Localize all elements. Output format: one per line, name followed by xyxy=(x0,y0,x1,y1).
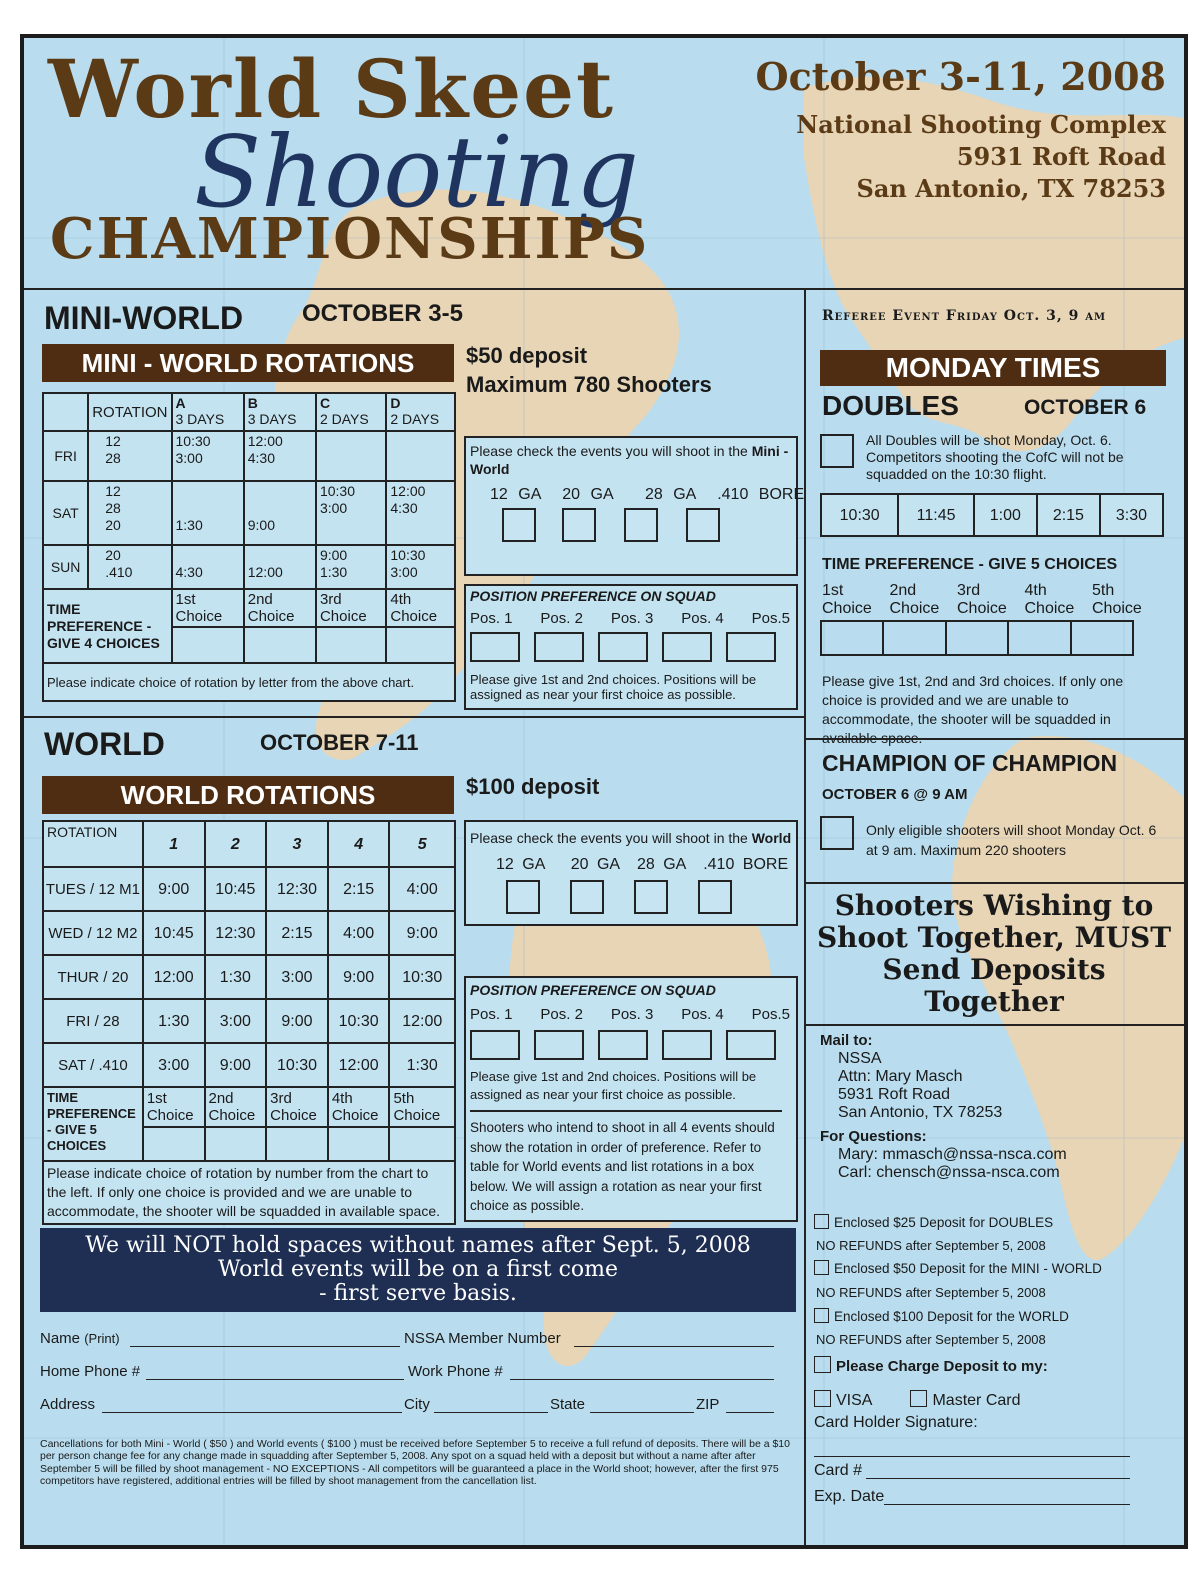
doubles-choice-table xyxy=(820,620,1134,656)
member-number-field[interactable] xyxy=(574,1346,774,1347)
refund-note: NO REFUNDS after September 5, 2008 xyxy=(816,1285,1046,1300)
table-row: SAT 12 28 20 1:30 9:00 10:30 3:00 12:00 4:30 xyxy=(43,481,455,545)
world-rotations-bar: WORLD ROTATIONS xyxy=(42,776,454,814)
venue-street: 5931 Roft Road xyxy=(956,142,1166,171)
time-option[interactable]: 2:15 xyxy=(1037,494,1100,536)
world-deposit: $100 deposit xyxy=(466,774,600,799)
state-field[interactable] xyxy=(590,1412,694,1413)
rotation-header: ROTATION xyxy=(88,393,171,431)
doubles-checkbox[interactable] xyxy=(820,434,854,468)
position-input[interactable] xyxy=(598,1030,648,1060)
zip-field[interactable] xyxy=(726,1412,774,1413)
choice-input[interactable] xyxy=(389,1127,455,1161)
choice-input[interactable] xyxy=(1008,621,1070,655)
divider xyxy=(804,288,806,1545)
mini-position-box: POSITION PREFERENCE ON SQUAD Pos. 1 Pos. 2 Pos. 3 Pos. 4 Pos.5 Please give 1st and 2nd choices. Positions will be assigned as near your first choice as possible. xyxy=(464,584,798,710)
mini-table-note: Please indicate choice of rotation by letter from the above chart. xyxy=(43,663,455,701)
visa-checkbox[interactable] xyxy=(814,1390,831,1407)
signature-field[interactable] xyxy=(814,1456,1130,1457)
col-d: D 2 DAYS xyxy=(386,393,455,431)
table-corner xyxy=(43,393,88,431)
shoot-together-note: Shooters Wishing to Shoot Together, MUST Send Deposits Together xyxy=(816,889,1172,1018)
charge-checkbox[interactable] xyxy=(814,1356,831,1373)
mini-events-box: Please check the events you will shoot in the Mini - World 12 GA 20 GA 28 GA .410 BORE xyxy=(464,436,798,576)
choice-input[interactable] xyxy=(328,1127,390,1161)
mini-deposit: $50 deposit xyxy=(466,343,588,368)
divider xyxy=(804,882,1184,884)
world-table-note: Please indicate choice of rotation by number from the chart to the left. If only one choice is provided and we are unable to accommodate, the shooter will be squadded in available space. xyxy=(43,1161,455,1224)
divider xyxy=(804,1024,1184,1026)
choice-input[interactable] xyxy=(946,621,1008,655)
choice-input[interactable] xyxy=(386,627,455,663)
title-championships: CHAMPIONSHIPS xyxy=(50,206,650,272)
col-a: A 3 DAYS xyxy=(172,393,244,431)
coc-title: CHAMPION OF CHAMPION xyxy=(822,750,1118,776)
doubles-times-table xyxy=(820,493,1164,537)
time-option[interactable]: 3:30 xyxy=(1100,494,1163,536)
city-field[interactable] xyxy=(434,1412,548,1413)
position-input[interactable] xyxy=(662,1030,712,1060)
address-label: Address xyxy=(40,1396,96,1413)
doubles-choice-note: Please give 1st, 2nd and 3rd choices. If only one choice is provided and we are unable to accommodate, the shooter will be squadded in available space. xyxy=(822,673,1124,746)
position-input[interactable] xyxy=(534,632,584,662)
mini-20ga-checkbox[interactable] xyxy=(562,508,596,542)
choice-input[interactable] xyxy=(883,621,945,655)
member-number-label: NSSA Member Number xyxy=(404,1330,561,1347)
table-row: FRI / 28 1:30 3:00 9:00 10:30 12:00 xyxy=(43,999,455,1043)
mastercard-checkbox[interactable] xyxy=(910,1390,927,1407)
choice-input[interactable] xyxy=(172,627,244,663)
event-dates: October 3-11, 2008 xyxy=(755,54,1166,99)
work-phone-label: Work Phone # xyxy=(408,1363,503,1380)
mailing-address: NSSA Attn: Mary Masch 5931 Roft Road San Antonio, TX 78253 xyxy=(838,1050,1003,1121)
monday-times-bar: MONDAY TIMES xyxy=(820,350,1166,386)
time-option[interactable]: 1:00 xyxy=(974,494,1037,536)
mini-rotation-table xyxy=(42,392,456,702)
enclosed-mini-checkbox[interactable] xyxy=(814,1260,829,1275)
enclosed-doubles-checkbox[interactable] xyxy=(814,1214,829,1229)
world-dates: OCTOBER 7-11 xyxy=(260,730,419,755)
choice-input[interactable] xyxy=(266,1127,328,1161)
world-rotation-table: ROTATION 1 2 3 4 5 TUES / 12 M1 9:00 10:45 12:30 2:15 4:00 WED / 12 M2 10:45 12:30 2:15 4:00 9:00 THUR / 20 12:00 1:30 3:00 9:00 10:30 FRI / 28 1:30 3:00 9:00 10:30 12:00 SAT / .410 3:00 9:00 10:30 12:00 1:30 TIME PREFERENCE - GIVE 5 CHOICES 1st Choice 2nd Choice 3rd Choice 4th Choice 5th Choice Please indicate choice of rotation by number from the chart to the left. If only one choice is provided and we are unable to accommodate, the shooter will be squadded in available space. xyxy=(42,820,456,1225)
world-20ga-checkbox[interactable] xyxy=(570,880,604,914)
title-world-skeet: World Skeet xyxy=(48,42,615,136)
choice-input[interactable] xyxy=(143,1127,205,1161)
exp-date-field[interactable] xyxy=(884,1504,1130,1505)
work-phone-field[interactable] xyxy=(510,1379,774,1380)
title-shooting: Shooting xyxy=(194,116,639,230)
table-row: WED / 12 M2 10:45 12:30 2:15 4:00 9:00 xyxy=(43,911,455,955)
world-28ga-checkbox[interactable] xyxy=(634,880,668,914)
mini-world-dates: OCTOBER 3-5 xyxy=(302,300,463,327)
card-type: VISA Master Card xyxy=(814,1390,1021,1410)
divider xyxy=(470,1110,782,1112)
choice-input[interactable] xyxy=(205,1127,267,1161)
time-option[interactable]: 11:45 xyxy=(898,494,973,536)
city-label: City xyxy=(404,1396,430,1413)
doubles-date: OCTOBER 6 xyxy=(1024,396,1147,419)
deadline-banner: We will NOT hold spaces without names after Sept. 5, 2008 World events will be on a first come - first serve basis. xyxy=(40,1228,796,1312)
table-row: THUR / 20 12:00 1:30 3:00 9:00 10:30 xyxy=(43,955,455,999)
divider xyxy=(804,738,1184,740)
referee-event: Referee Event Friday Oct. 3, 9 am xyxy=(822,308,1107,324)
divider xyxy=(24,288,1184,290)
col-c: C 2 DAYS xyxy=(316,393,386,431)
position-input[interactable] xyxy=(726,1030,776,1060)
zip-label: ZIP xyxy=(696,1396,720,1413)
position-input[interactable] xyxy=(470,1030,520,1060)
mail-to-label: Mail to: xyxy=(820,1032,873,1049)
world-position-box: POSITION PREFERENCE ON SQUAD Pos. 1 Pos. 2 Pos. 3 Pos. 4 Pos.5 Please give 1st and 2nd choices. Positions will be assigned as near your first choice as possible. Shooters who intend to shoot in all 4 events should show the rotation in order of preference. Refer to table for World events and list rotations in a box below. We will assign a rotation as near your first choice as possible. xyxy=(464,976,798,1222)
enclosed-world-checkbox[interactable] xyxy=(814,1308,829,1323)
doubles-heading: DOUBLES xyxy=(822,390,959,421)
coc-note: Only eligible shooters will shoot Monday Oct. 6 at 9 am. Maximum 220 shooters xyxy=(866,822,1157,858)
mini-28ga-checkbox[interactable] xyxy=(624,508,658,542)
mini-world-rotations-bar: MINI - WORLD ROTATIONS xyxy=(42,344,454,382)
venue-city: San Antonio, TX 78253 xyxy=(856,174,1166,203)
time-option[interactable]: 10:30 xyxy=(821,494,898,536)
position-note: Please give 1st and 2nd choices. Positions will be assigned as near your first choice as possible. xyxy=(470,1069,757,1102)
card-number-field[interactable] xyxy=(866,1478,1130,1479)
table-row: TIME PREFERENCE - GIVE 5 CHOICES 1st Choice 2nd Choice 3rd Choice 4th Choice 5th Choice xyxy=(43,1087,455,1127)
position-title: POSITION PREFERENCE ON SQUAD xyxy=(470,588,716,604)
table-row: SUN 20 .410 4:30 12:00 9:00 1:30 10:30 3:00 xyxy=(43,545,455,589)
choice-input[interactable] xyxy=(1071,621,1133,655)
venue-name: National Shooting Complex xyxy=(796,110,1166,139)
position-input[interactable] xyxy=(662,632,712,662)
choice-input[interactable] xyxy=(316,627,386,663)
position-input[interactable] xyxy=(726,632,776,662)
choice-input[interactable] xyxy=(821,621,883,655)
charge-deposit: Please Charge Deposit to my: xyxy=(814,1356,1048,1375)
enclosed-doubles: Enclosed $25 Deposit for DOUBLES xyxy=(814,1214,1053,1230)
name-label: Name (Print) xyxy=(40,1330,120,1347)
position-input[interactable] xyxy=(598,632,648,662)
position-input[interactable] xyxy=(470,632,520,662)
enclosed-mini: Enclosed $50 Deposit for the MINI - WORLD xyxy=(814,1260,1102,1276)
table-row: TUES / 12 M1 9:00 10:45 12:30 2:15 4:00 xyxy=(43,867,455,911)
table-row: TIME PREFERENCE - GIVE 4 CHOICES 1st Choice 2nd Choice 3rd Choice 4th Choice xyxy=(43,589,455,627)
enclosed-world: Enclosed $100 Deposit for the WORLD xyxy=(814,1308,1069,1324)
signature-label: Card Holder Signature: xyxy=(814,1414,978,1431)
home-phone-field[interactable] xyxy=(146,1379,404,1380)
table-row: FRI 12 28 10:30 3:00 12:00 4:30 xyxy=(43,431,455,481)
mini-max-shooters: Maximum 780 Shooters xyxy=(466,372,712,397)
position-input[interactable] xyxy=(534,1030,584,1060)
position-title: POSITION PREFERENCE ON SQUAD xyxy=(470,982,716,998)
refund-note: NO REFUNDS after September 5, 2008 xyxy=(816,1332,1046,1347)
state-label: State xyxy=(550,1396,586,1413)
entry-form: World Skeet Shooting CHAMPIONSHIPS October 3-11, 2008 National Shooting Complex 5931 Roft Road San Antonio, TX 78253 MINI-WORLD OCTOBER 3-5 MINI - WORLD ROTATIONS $50 deposit Maximum 780 Shooters ROTATION A 3 DAYS B 3 DAYS C 2 DAYS D 2 DAYS FRI 12 28 10:30 3:00 12:00 4:30 SAT 12 28 20 1:30 9:00 10:30 3:00 12:00 4:30 SUN 20 .410 4:30 12:00 9:00 1:30 10:30 3:00 TIME PREFERENCE - GIVE 4 CHOICES 1st Choice 2nd Choice 3rd Choice 4th Choice Please indicate choice of rotation by letter from the above chart. Please check the events you will shoot in the Mini - World 12 GA 20 GA 28 GA .410 BORE POSITION PREFERENCE ON SQUAD Pos. 1 Pos. 2 Pos. 3 Pos. 4 Pos.5 Please give 1st and 2nd choices. Positions will be assigned as near your first choice as possible. WORLD OCTOBER 7-11 WORLD ROTATIONS $100 deposit ROTATION 1 2 3 4 5 TUES / 12 M1 9:00 10:45 12:30 2:15 4:00 WED / 12 M2 10:45 12:30 2:15 4:00 9:00 THUR / 20 12:00 1:30 3:00 9:00 10:30 FRI / 28 1:30 3:00 9:00 10:30 12:00 SAT / .410 3:00 9:00 10:30 12:00 1:30 TIME PREFERENCE - GIVE 5 CHOICES 1st Choice 2nd Choice 3rd Choice 4th Choice 5th Choice Please indicate choice of rotation by number from the chart to the left. If only one choice is provided and we are unable to accommodate, the shooter will be squadded in available space. Please check the events you will shoot in the World 12 GA 20 GA 28 GA .410 BORE POSITION PREFERENCE ON SQUAD Pos. 1 Pos. 2 Pos. 3 Pos. 4 Pos.5 Please give 1st and 2nd choices. Positions will be assigned as near your first choice as possible. Shooters who intend to shoot in all 4 events should show the rotation in order of preference. Refer to table for World events and list rotations in a box below. We will assign a rotation as near your first choice as possible. We will NOT hold spaces without names after Sept. 5, 2008 World events will be on a first come - first serve basis. Name (Print) NSSA Member Number Home Phone # Work Phone # Address City State ZIP Cancellations for both Mini - World ( $50 ) and World events ( $100 ) must be received before September 5 to receive a full refund of deposits. There will be a $10 per person change fee for any change made in squadding after September 5, 2008. Any spot on a squad held with a deposit but without a name after after September 5 will be filled by shoot management - NO EXCEPTIONS - All competitors will be guaranteed a place in the World shoot; however, after the first 975 competitors have registered, additional entries will be filled by shoot management from the cancellation list. Referee Event Friday Oct. 3, 9 am MONDAY TIMES DOUBLES OCTOBER 6 All Doubles will be shot Monday, Oct. 6. Competitors shooting the CofC will not be squadded on the 10:30 flight. 10:30 11:45 1:00 2:15 3:30 TIME PREFERENCE - GIVE 5 CHOICES 1st Choice 2nd Choice 3rd Choice 4th Choice 5th Choice Please give 1st, 2nd and 3rd choices. If only one choice is provided and we are unable to accommodate, the shooter will be squadded in available space. CHAMPION OF CHAMPION OCTOBER 6 @ 9 AM Only eligible shooters will shoot Monday Oct. 6 at 9 am. Maximum 220 shooters Shooters Wishing to Shoot Together, MUST Send Deposits Together Mail to: NSSA Attn: Mary Masch 5931 Roft Road San Antonio, TX 78253 For Questions: Mary: mmasch@nssa-nsca.com Carl: chensch@nssa-nsca.com Enclosed $25 Deposit for DOUBLES NO REFUNDS after September 5, 2008 Enclosed $50 Deposit for the MINI - WORLD NO REFUNDS after September 5, 2008 Enclosed $100 Deposit for the WORLD NO REFUNDS after September 5, 2008 Please Charge Deposit to my: VISA Master Card Card Holder Signature: Card # Exp. Date xyxy=(20,34,1188,1549)
cancellation-policy: Cancellations for both Mini - World ( $50 ) and World events ( $100 ) must be received before September 5 to receive a full refund of deposits. There will be a $10 per person change fee for any change made in squadding after September 5, 2008. Any spot on a squad held with a deposit but without a name after after September 5 will be filled by shoot management - NO EXCEPTIONS - All competitors will be guaranteed a place in the World shoot; however, after the first 975 competitors have registered, additional entries will be filled by shoot management from the cancellation list. xyxy=(40,1438,790,1488)
questions-label: For Questions: xyxy=(820,1128,927,1145)
coc-checkbox[interactable] xyxy=(820,816,854,850)
card-number-label: Card # xyxy=(814,1462,863,1479)
mini-12ga-checkbox[interactable] xyxy=(502,508,536,542)
doubles-note: All Doubles will be shot Monday, Oct. 6. Competitors shooting the CofC will not be squadded on the 10:30 flight. xyxy=(866,432,1124,482)
mini-410-checkbox[interactable] xyxy=(686,508,720,542)
refund-note: NO REFUNDS after September 5, 2008 xyxy=(816,1238,1046,1253)
choice-input[interactable] xyxy=(244,627,316,663)
all-events-note: Shooters who intend to shoot in all 4 events should show the rotation in order of preference. Refer to table for World events and list rotations in a box below. We will assign a rotation as near your first choice as possible. xyxy=(470,1120,775,1213)
world-heading: WORLD xyxy=(44,726,165,762)
divider xyxy=(24,716,804,718)
name-field[interactable] xyxy=(130,1346,400,1347)
home-phone-label: Home Phone # xyxy=(40,1363,141,1380)
doubles-time-pref: TIME PREFERENCE - GIVE 5 CHOICES xyxy=(822,556,1118,573)
address-field[interactable] xyxy=(102,1412,402,1413)
exp-date-label: Exp. Date xyxy=(814,1488,885,1505)
world-12ga-checkbox[interactable] xyxy=(506,880,540,914)
position-note: Please give 1st and 2nd choices. Positions will be assigned as near your first choice as possible. xyxy=(470,672,757,702)
coc-date: OCTOBER 6 @ 9 AM xyxy=(822,786,968,803)
world-410-checkbox[interactable] xyxy=(698,880,732,914)
contact-emails: Mary: mmasch@nssa-nsca.com Carl: chensch@nssa-nsca.com xyxy=(838,1146,1067,1181)
world-events-box: Please check the events you will shoot in the World 12 GA 20 GA 28 GA .410 BORE xyxy=(464,820,798,926)
col-b: B 3 DAYS xyxy=(244,393,316,431)
table-row: SAT / .410 3:00 9:00 10:30 12:00 1:30 xyxy=(43,1043,455,1087)
mini-world-heading: MINI-WORLD xyxy=(44,300,244,336)
